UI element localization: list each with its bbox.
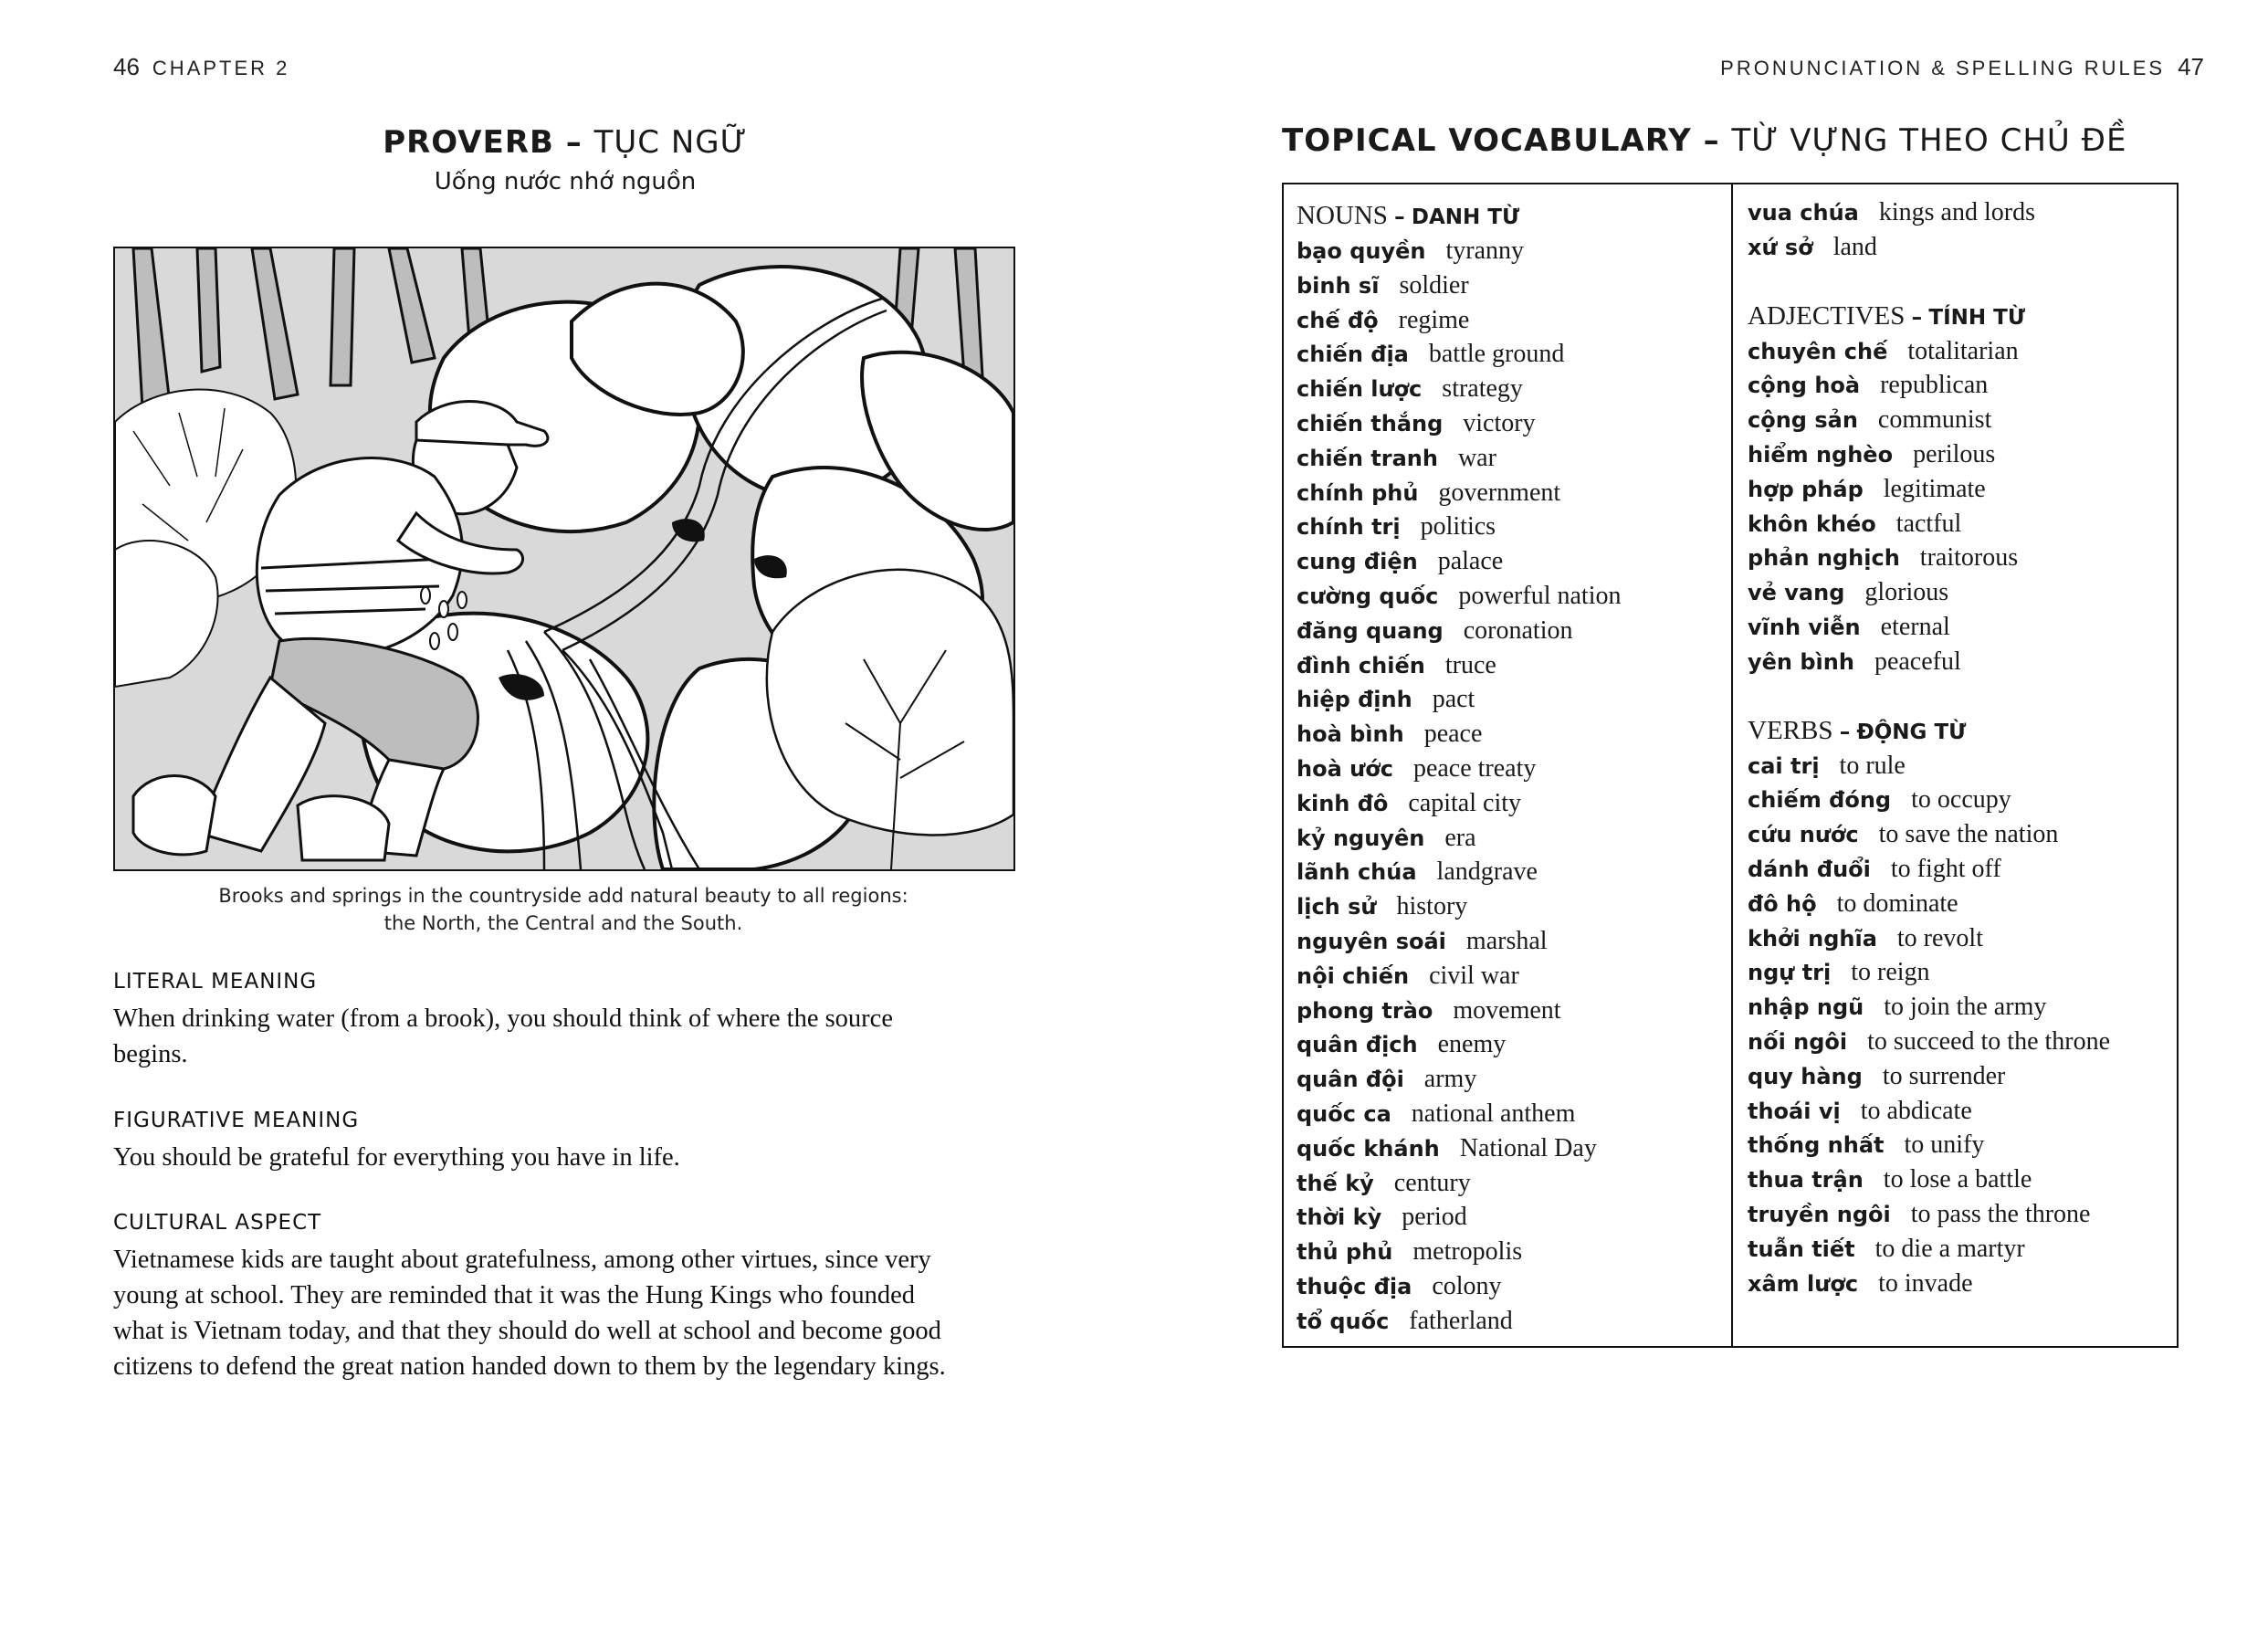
vocabulary-heading [1282,122,2126,159]
vocab-term-vn: chính trị [1297,514,1401,541]
running-head-title: PRONUNCIATION & SPELLING RULES [1720,57,2166,79]
vocab-entry [1748,368,2177,403]
vocab-term-vn: thống nhất [1748,1132,1885,1159]
vocab-entry [1748,230,2177,265]
vocab-entry [1748,1267,2177,1301]
vocab-entry [1297,476,1726,510]
proverb-dash: – [565,124,583,161]
vocab-term-en: army [1423,1065,1477,1094]
vocab-entry [1297,752,1726,786]
vocab-term-vn: khởi nghĩa [1748,925,1877,952]
vocab-entry [1297,268,1726,303]
vocab-term-vn: nguyên soái [1297,928,1446,954]
right-running-head [1720,53,2204,81]
vocab-entry [1748,541,2177,575]
vocab-term-en: national anthem [1411,1099,1576,1128]
vocab-term-vn: quốc khánh [1297,1135,1440,1162]
column-divider [1731,184,1733,1346]
vocab-term-en: kings and lords [1878,198,2035,226]
vocab-term-en: communist [1877,405,1992,435]
vocab-term-vn: thoái vị [1748,1098,1841,1124]
vocab-entry [1297,717,1726,752]
vocab-title-dash: – [1703,122,1720,159]
vocab-entry [1748,195,2177,230]
vocab-term-vn: chế độ [1297,307,1379,333]
vocab-term-en: landgrave [1436,857,1538,887]
vocab-term-en: truce [1444,650,1496,679]
vocab-entry [1297,1062,1726,1097]
text-line: citizens to defend the great nation handed down to them by the legendary kings. [113,1352,946,1381]
vocab-entry [1748,749,2177,783]
vocab-term-en: era [1444,823,1476,852]
vocab-entry [1297,372,1726,406]
vocab-term-en: strategy [1442,374,1523,404]
nouns-continued-list [1748,195,2177,265]
vocab-term-vn: xứ sở [1748,234,1813,260]
right-page-number: 47 [2178,53,2204,80]
vocab-term-vn: chiến địa [1297,342,1409,368]
vocab-term-en: totalitarian [1907,336,2019,365]
vocab-term-vn: xâm lược [1748,1270,1859,1297]
vocab-term-vn: chiến tranh [1297,445,1438,471]
vocab-term-en: to unify [1904,1130,1985,1160]
vocab-term-vn: chính phủ [1297,479,1419,506]
vocab-entry [1297,441,1726,476]
vocab-term-vn: quân địch [1297,1032,1418,1058]
vocab-entry [1297,1166,1726,1201]
vocab-entry [1748,610,2177,645]
vocab-term-en: pact [1432,685,1475,714]
adjectives-heading [1748,298,2177,334]
text-line: what is Vietnam today, and that they should do well at school and become good [113,1317,941,1345]
vocab-column-right [1748,195,2177,1300]
vocab-term-en: marshal [1465,926,1548,955]
vocab-term-en: war [1457,443,1496,472]
vocab-term-vn: nối ngôi [1748,1028,1848,1055]
vocab-term-en: capital city [1408,788,1521,817]
vocab-term-en: legitimate [1883,474,1986,503]
vocab-term-en: to surrender [1882,1061,2006,1090]
vocab-entry [1297,786,1726,821]
vocab-entry [1297,234,1726,268]
vocab-term-en: glorious [1864,578,1949,607]
vocab-entry [1297,337,1726,372]
vocab-term-vn: tổ quốc [1297,1308,1390,1334]
vocab-column-left [1297,195,1726,1339]
illustration-caption [113,882,1013,937]
vocab-entry [1748,1128,2177,1162]
vocab-entry [1297,1200,1726,1235]
vocab-term-vn: quy hàng [1748,1063,1863,1089]
vocab-entry [1748,817,2177,852]
vocab-term-vn: phong trào [1297,997,1433,1024]
vocab-term-vn: quốc ca [1297,1100,1391,1127]
vocab-term-vn: cộng sản [1748,407,1858,434]
vocab-term-vn: chuyên chế [1748,338,1888,364]
vocab-entry [1297,648,1726,683]
vocab-title-vn: TỪ VỰNG THEO CHỦ ĐỀ [1731,122,2127,159]
left-running-head [113,53,289,81]
vocab-term-en: tactful [1895,509,1962,538]
vocabulary-table [1282,183,2179,1348]
vocab-term-vn: thua trận [1748,1167,1864,1194]
vocab-term-vn: vĩnh viễn [1748,614,1861,640]
vocab-term-vn: thủ phủ [1297,1239,1393,1266]
vocab-entry [1297,303,1726,338]
vocab-term-vn: truyền ngôi [1748,1201,1891,1227]
vocab-entry [1748,1197,2177,1232]
vocab-term-en: powerful nation [1458,581,1622,610]
vocab-term-vn: hoà ước [1297,755,1393,782]
literal-meaning-text [113,1001,1017,1072]
vocab-entry [1297,1304,1726,1339]
vocab-term-vn: nhập ngũ [1748,994,1864,1021]
vocab-term-en: fatherland [1409,1306,1513,1335]
text-line: young at school. They are reminded that it was the Hung Kings who founded [113,1281,916,1309]
vocab-entry [1297,994,1726,1028]
vocab-term-vn: binh sĩ [1297,272,1380,299]
vocab-term-vn: thuộc địa [1297,1273,1412,1299]
cultural-aspect-heading: CULTURAL ASPECT [113,1211,322,1235]
vocab-term-en: to die a martyr [1874,1234,2025,1263]
vocab-term-vn: cộng hoà [1748,373,1861,399]
vocab-term-vn: chiến thắng [1297,410,1444,436]
vocab-entry [1297,924,1726,959]
nouns-list [1297,234,1726,1339]
vocab-term-en: tyranny [1445,237,1525,265]
vocab-term-en: peaceful [1874,647,1961,676]
vocab-term-en: to lose a battle [1883,1165,2032,1194]
vocab-term-en: to occupy [1911,785,2011,815]
vocab-entry [1748,507,2177,542]
caption-line: Brooks and springs in the countryside add natural beauty to all regions: [218,885,908,907]
vocab-entry [1297,614,1726,648]
vocab-entry [1748,1094,2177,1129]
vocab-term-vn: thời kỳ [1297,1204,1382,1231]
vocab-term-en: to revolt [1896,923,1983,952]
literal-meaning-heading: LITERAL MEANING [113,970,318,994]
figurative-meaning-heading: FIGURATIVE MEANING [113,1109,360,1132]
vocab-entry [1297,889,1726,924]
vocab-entry [1748,921,2177,956]
vocab-term-en: National Day [1459,1133,1597,1162]
vocab-entry [1748,990,2177,1025]
vocab-entry [1297,406,1726,441]
vocab-entry [1748,887,2177,921]
vocab-entry [1297,1027,1726,1062]
vocab-term-en: victory [1463,408,1536,437]
vocab-entry [1297,855,1726,889]
vocab-entry [1748,783,2177,817]
category-label-vn: ĐỘNG TỪ [1856,720,1967,744]
vocab-term-vn: đăng quang [1297,617,1444,644]
nouns-heading [1297,197,1726,234]
vocab-term-en: history [1396,892,1468,921]
text-line: When drinking water (from a brook), you should think of where the source [113,1004,893,1033]
vocab-term-vn: phản nghịch [1748,545,1900,572]
vocab-entry [1748,403,2177,437]
right-page [1134,0,2268,1651]
vocab-term-en: to pass the throne [1910,1199,2091,1228]
vocab-term-vn: thế kỷ [1297,1170,1374,1196]
vocab-term-vn: lãnh chúa [1297,859,1417,886]
vocab-term-en: soldier [1399,270,1469,300]
vocab-term-vn: hiểm nghèo [1748,441,1894,468]
vocab-entry [1748,852,2177,887]
vocab-term-en: peace [1423,720,1483,749]
vocab-term-vn: chiếm đóng [1748,787,1892,814]
category-label-en: NOUNS [1297,201,1388,230]
figurative-meaning-text [113,1140,1017,1175]
spacer [1748,679,2177,710]
category-dash: – [1394,205,1405,229]
vocab-entry [1748,437,2177,472]
vocab-term-en: colony [1432,1271,1502,1300]
vocab-entry [1748,645,2177,679]
caption-line: the North, the Central and the South. [383,912,743,934]
vocab-term-vn: khôn khéo [1748,510,1876,537]
text-line: You should be grateful for everything you have in life. [113,1143,680,1172]
vocab-entry [1297,959,1726,994]
vocab-term-en: to invade [1878,1268,1973,1298]
vocab-term-en: eternal [1880,612,1950,641]
vocab-term-en: battle ground [1428,340,1565,369]
vocab-term-vn: quân đội [1297,1067,1404,1093]
vocab-term-vn: nội chiến [1297,962,1410,989]
proverb-text: Uống nước nhớ nguồn [434,168,697,195]
vocab-entry [1297,1131,1726,1166]
proverb-label-en: PROVERB [383,124,554,161]
vocab-term-en: century [1393,1168,1471,1197]
vocab-entry [1748,575,2177,610]
vocab-term-vn: hiệp định [1297,687,1412,713]
chapter-label: CHAPTER 2 [152,57,290,79]
vocab-entry [1297,1097,1726,1131]
vocab-term-en: enemy [1437,1030,1507,1059]
verbs-list [1748,749,2177,1301]
vocab-term-en: to fight off [1890,854,2001,883]
vocab-term-en: to reign [1851,958,1930,987]
vocab-term-en: to rule [1839,751,1906,780]
vocab-entry [1748,1162,2177,1197]
vocab-term-en: land [1832,232,1877,261]
vocab-term-vn: hợp pháp [1748,476,1864,502]
vocab-term-vn: lịch sử [1297,894,1377,920]
vocab-entry [1297,1269,1726,1304]
illustration-boy-drinking-from-brook [113,247,1015,871]
vocab-entry [1748,1025,2177,1059]
vocab-term-vn: ngự trị [1748,960,1832,986]
vocab-term-en: movement [1453,995,1561,1025]
vocab-entry [1297,579,1726,614]
vocab-entry [1297,544,1726,579]
category-dash: – [1839,720,1851,744]
vocab-term-en: to dominate [1836,889,1958,918]
proverb-heading [113,124,1017,161]
vocab-term-en: period [1402,1203,1467,1232]
vocab-term-en: peace treaty [1412,753,1537,783]
vocab-term-en: civil war [1429,961,1519,990]
vocab-entry [1748,1059,2177,1094]
vocab-term-en: perilous [1913,439,1996,468]
vocab-term-vn: kỷ nguyên [1297,825,1425,851]
vocab-term-en: metropolis [1412,1237,1523,1267]
spacer [1748,265,2177,296]
vocab-term-en: to save the nation [1878,820,2059,849]
vocab-term-vn: cứu nước [1748,822,1859,848]
verbs-heading [1748,712,2177,749]
vocab-term-vn: cường quốc [1297,583,1439,609]
category-label-vn: DANH TỪ [1411,205,1520,229]
vocab-term-en: government [1438,478,1561,507]
vocab-term-vn: dánh đuổi [1748,856,1871,882]
text-line: Vietnamese kids are taught about gratefulness, among other virtues, since very [113,1246,931,1274]
vocab-term-vn: chiến lược [1297,376,1423,403]
vocab-term-en: politics [1420,512,1496,542]
category-label-en: ADJECTIVES [1748,300,1906,331]
vocab-term-vn: đô hộ [1748,890,1817,917]
vocab-term-vn: tuẫn tiết [1748,1236,1855,1262]
vocab-term-en: to abdicate [1860,1096,1972,1125]
proverb-label-vn: TỤC NGỮ [593,124,748,161]
vocab-entry [1748,334,2177,369]
vocab-term-en: to join the army [1884,993,2047,1022]
vocab-entry [1748,472,2177,507]
vocab-term-en: regime [1398,305,1470,334]
vocab-term-vn: hoà bình [1297,721,1404,748]
vocab-entry [1748,955,2177,990]
vocab-term-vn: yên bình [1748,648,1854,675]
left-page-number: 46 [113,53,140,80]
adjectives-list [1748,334,2177,679]
vocab-term-vn: vua chúa [1748,200,1859,226]
vocab-title-en: TOPICAL VOCABULARY [1282,122,1692,159]
category-label-vn: TÍNH TỪ [1928,305,2026,330]
category-dash: – [1911,305,1923,330]
vocab-term-en: traitorous [1919,543,2019,573]
vocab-term-vn: vẻ vang [1748,580,1845,606]
vocab-term-en: republican [1880,371,1989,400]
text-line: begins. [113,1040,188,1068]
vocab-term-en: palace [1437,547,1504,576]
vocab-term-vn: cung điện [1297,549,1418,575]
vocab-entry [1297,821,1726,856]
vocab-entry [1297,1235,1726,1269]
vocab-term-vn: bạo quyền [1297,238,1426,264]
vocab-term-vn: cai trị [1748,752,1820,779]
vocab-entry [1297,510,1726,544]
vocab-entry [1748,1232,2177,1267]
vocab-entry [1297,682,1726,717]
vocab-term-en: coronation [1463,615,1573,645]
vocab-term-en: to succeed to the throne [1867,1026,2111,1056]
vocab-term-vn: đình chiến [1297,652,1425,678]
category-label-en: VERBS [1748,715,1833,745]
vocab-term-vn: kinh đô [1297,790,1389,816]
cultural-aspect-text [113,1242,1017,1384]
